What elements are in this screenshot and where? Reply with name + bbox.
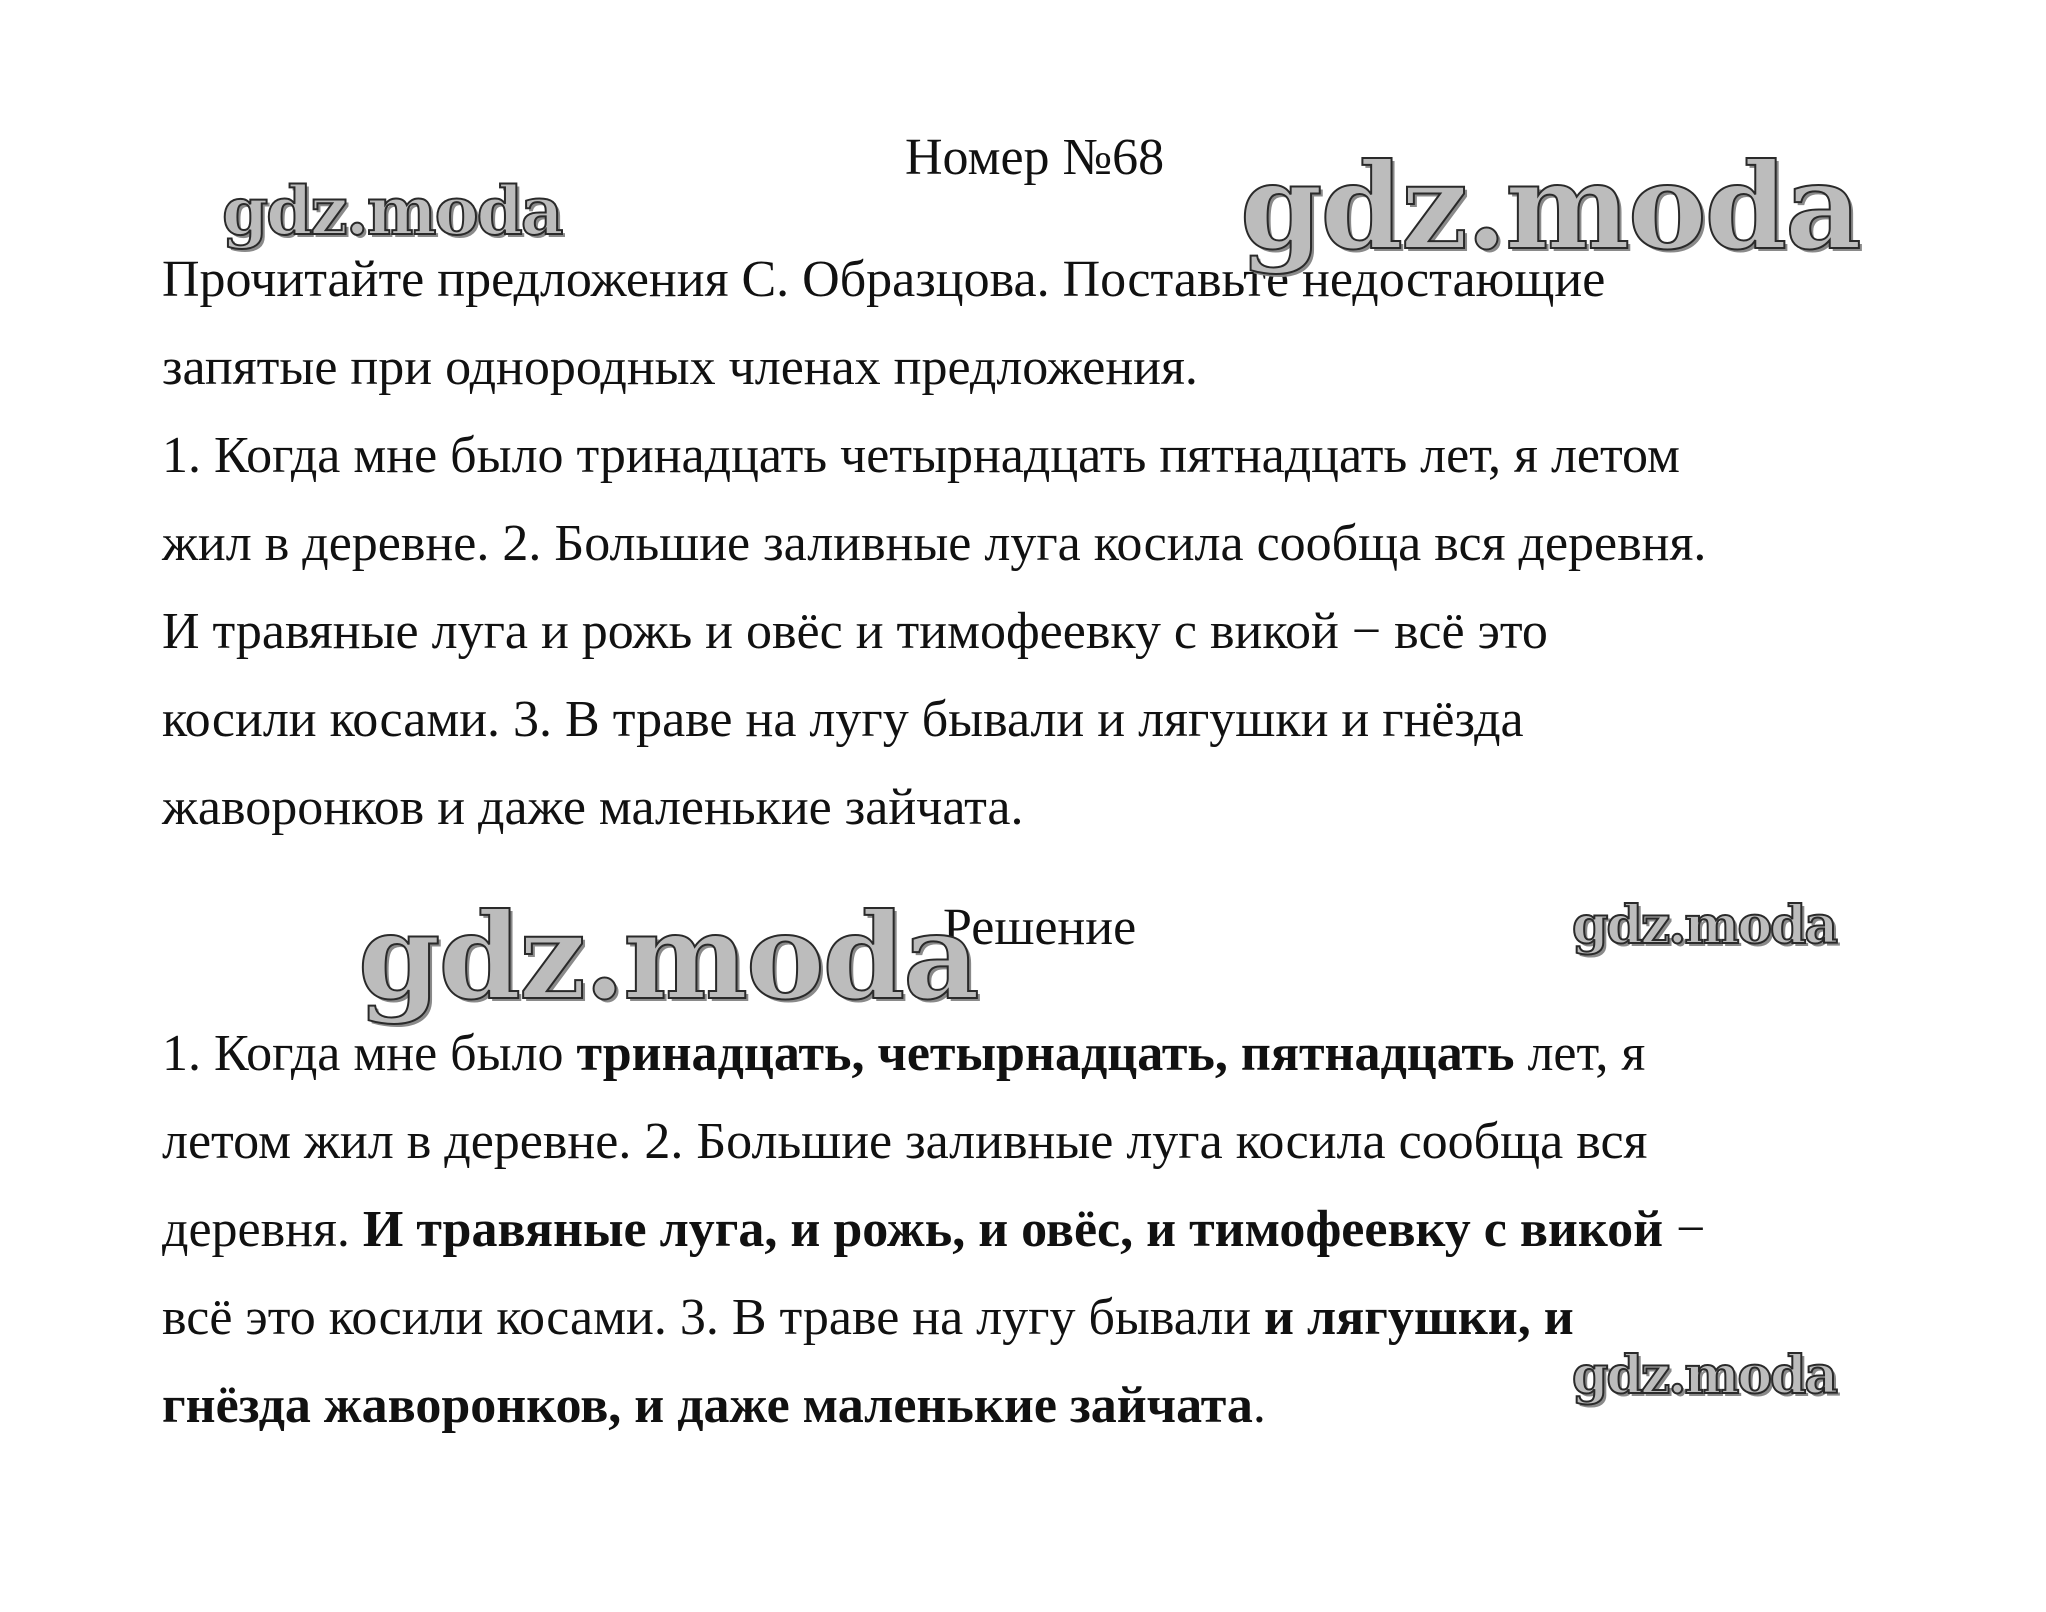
solution-text-plain: . — [1252, 1377, 1266, 1434]
watermark-logo: gdz.moda — [1572, 895, 1837, 956]
solution-text-bold: и лягушки, и — [1264, 1289, 1574, 1346]
solution-text-bold: гнёзда жаворонков, и даже маленькие зайчата — [162, 1377, 1253, 1434]
task-line: 1. Когда мне было тринадцать четырнадцать пятнадцать лет, я летом — [162, 427, 1680, 484]
task-line: Прочитайте предложения С. Образцова. Поставьте недостающие — [162, 251, 1606, 308]
task-text — [162, 236, 1706, 852]
solution-text-plain: деревня. — [162, 1201, 363, 1258]
solution-text-plain: − — [1663, 1201, 1706, 1258]
solution-line — [162, 1274, 1705, 1362]
watermark-logo: gdz.moda — [1240, 137, 1860, 276]
solution-line: летом жил в деревне. 2. Большие заливные луга косила сообща вся — [162, 1113, 1648, 1170]
task-line: косили косами. 3. В траве на лугу бывали и лягушки и гнёзда — [162, 691, 1524, 748]
solution-text-plain: всё это косили косами. 3. В траве на лугу бывали — [162, 1289, 1265, 1346]
solution-text-bold: тринадцать, четырнадцать, пятнадцать — [576, 1025, 1515, 1082]
solution-text-plain: 1. Когда мне было — [162, 1025, 577, 1082]
solution-text-bold: И травяные луга, и рожь, и овёс, и тимофеевку с викой — [362, 1201, 1664, 1258]
solution-text — [162, 1010, 1705, 1450]
solution-title: Решение — [943, 899, 1137, 956]
task-line: жил в деревне. 2. Большие заливные луга косила сообща вся деревня. — [162, 515, 1707, 572]
solution-line — [162, 1186, 1705, 1274]
task-line: И травяные луга и рожь и овёс и тимофеевку с викой − всё это — [162, 603, 1548, 660]
watermark-logo: gdz.moda — [1572, 1345, 1837, 1406]
page-title: Номер №68 — [905, 129, 1165, 186]
solution-line — [162, 1362, 1705, 1450]
solution-text-plain: лет, я — [1514, 1025, 1646, 1082]
task-line: жаворонков и даже маленькие зайчата. — [162, 779, 1024, 836]
watermark-logo: gdz.moda — [222, 172, 562, 250]
watermark-logo: gdz.moda — [358, 887, 978, 1026]
task-line: запятые при однородных членах предложения. — [162, 339, 1198, 396]
